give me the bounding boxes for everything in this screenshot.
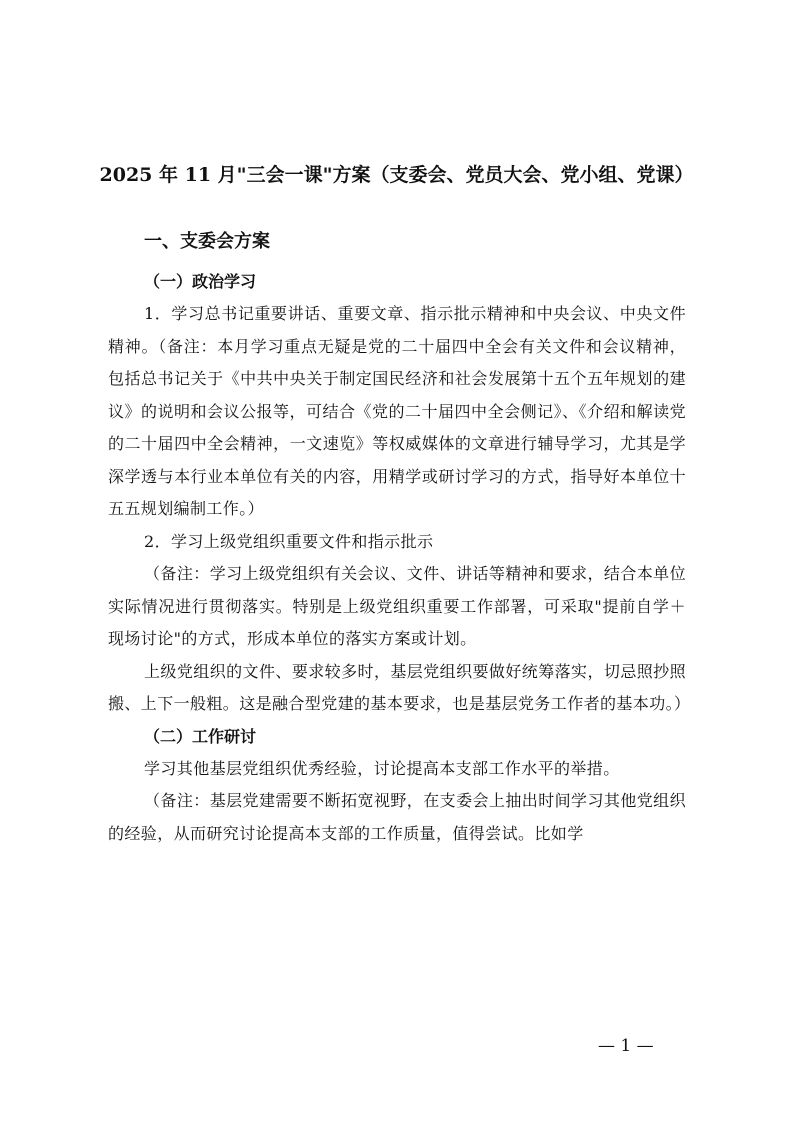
page-number: — 1 —	[598, 1036, 654, 1056]
subsection-heading-work-discussion: （二）工作研讨	[144, 726, 257, 746]
document-body	[108, 226, 691, 850]
paragraph-learn-experience: 学习其他基层党组织优秀经验，讨论提高本支部工作水平的举措。	[144, 758, 620, 778]
paragraph-note-broaden-view: （备注：基层党建需要不断拓宽视野，在支委会上抽出时间学习其他党组织的经验，从而研究讨论提高本支部的工作质量，值得尝试。比如学	[108, 791, 686, 843]
section-heading-branch-committee: 一、支委会方案	[144, 231, 270, 252]
paragraph-note-implementation: （备注：学习上级党组织有关会议、文件、讲话等精神和要求，结合本单位实际情况进行贯彻落实。特别是上级党组织重要工作部署，可采取"提前自学＋现场讨论"的方式，形成本单位的落实方案或计划。	[108, 564, 686, 648]
paragraph-study-speeches: 1．学习总书记重要讲话、重要文章、指示批示精神和中央会议、中央文件精神。（备注：本月学习重点无疑是党的二十届四中全会有关文件和会议精神，包括总书记关于《中共中央关于制定国民经济和社会发展第十五个五年规划的建议》的说明和会议公报等，可结合《党的二十届四中全会侧记》、《介绍和解读党的二十届四中全会精神，一文速览》等权威媒体的文章进行辅导学习，尤其是学深学透与本行业本单位有关的内容，用精学或研讨学习的方式，指导好本单位十五五规划编制工作。）	[108, 304, 686, 518]
paragraph-study-higher-documents: 2．学习上级党组织重要文件和指示批示	[144, 531, 434, 551]
document-title: 2025 年 11 月"三会一课"方案（支委会、党员大会、党小组、党课）	[99, 164, 694, 186]
paragraph-note-coordination: 上级党组织的文件、要求较多时，基层党组织要做好统筹落实，切忌照抄照搬、上下一般粗。这是融合型党建的基本要求，也是基层党务工作者的基本功。）	[108, 661, 691, 713]
subsection-heading-political-study: （一）政治学习	[144, 272, 257, 291]
